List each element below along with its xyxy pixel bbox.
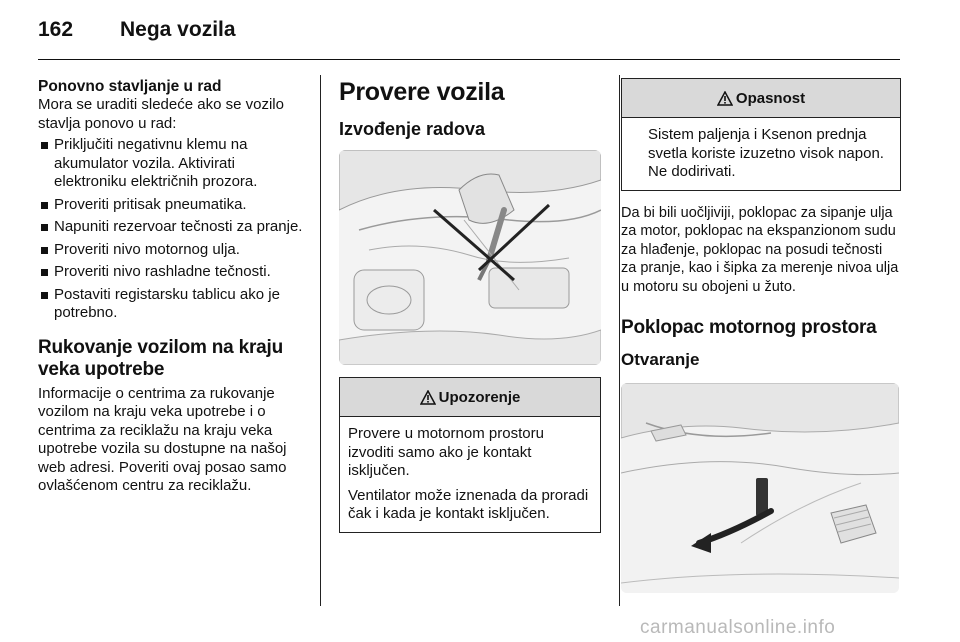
warning-paragraph: Ventilator može iznenada da proradi čak i kada je kontakt isključen. bbox=[348, 486, 589, 522]
right-column bbox=[621, 78, 901, 593]
left-column bbox=[38, 78, 306, 496]
section-title-end-of-life: Rukovanje vozilom na kraju veka upotrebe bbox=[38, 336, 284, 380]
page-header bbox=[38, 18, 236, 48]
column-divider-1 bbox=[320, 75, 321, 606]
danger-box bbox=[621, 78, 901, 191]
list-item: Proveriti pritisak pneumatika. bbox=[38, 196, 306, 215]
bullet-square-icon bbox=[41, 202, 48, 209]
bonnet-release-illustration bbox=[621, 383, 899, 593]
danger-body bbox=[622, 118, 900, 190]
yellow-parts-paragraph: Da bi bili uočljiviji, poklopac za sipanje ulja za motor, poklopac na ekspanzionom sudu za hlađenje, poklopac na posudi tečnosti za pranje, kao i šipka za merenje nivoa ulja u motoru su obojeni u žuto. bbox=[621, 204, 899, 295]
section-title-vehicle-checks: Provere vozila bbox=[339, 78, 505, 106]
header-rule bbox=[38, 59, 900, 60]
warning-label: Upozorenje bbox=[438, 388, 521, 406]
warning-triangle-icon bbox=[420, 390, 436, 405]
page-number: 162 bbox=[38, 18, 74, 41]
bonnet-release-lever-icon bbox=[621, 383, 899, 593]
danger-label: Opasnost bbox=[735, 89, 806, 107]
engine-bay-crossed-icon bbox=[339, 150, 601, 365]
engine-bay-illustration bbox=[339, 150, 601, 365]
subsection-title-work: Izvođenje radova bbox=[339, 119, 486, 139]
list-item: Priključiti negativnu klemu na akumulator vozila. Aktivirati elektroniku električnih prozora. bbox=[38, 136, 306, 192]
subsection-title-opening: Otvaranje bbox=[621, 350, 700, 369]
warning-triangle-icon bbox=[717, 91, 733, 106]
warning-body bbox=[340, 417, 600, 532]
danger-text: Sistem paljenja i Ksenon prednja svetla koriste izuzetno visok napon. Ne dodirivati. bbox=[648, 126, 884, 180]
list-item: Proveriti nivo motornog ulja. bbox=[38, 241, 306, 260]
bullet-square-icon bbox=[41, 224, 48, 231]
list-item: Proveriti nivo rashladne tečnosti. bbox=[38, 263, 306, 282]
warning-paragraph: Provere u motornom prostoru izvoditi samo ako je kontakt isključen. bbox=[348, 425, 544, 479]
restart-checklist bbox=[38, 136, 306, 323]
section-title-bonnet: Poklopac motornog prostora bbox=[621, 317, 877, 338]
end-of-life-text: Informacije o centrima za rukovanje vozilom na kraju veka upotrebe i o centrima za reciklažu na kraju veka upotrebe vozila su dostupne na našoj web adresi. Poveriti ovaj posao samo ovlašćenom centru za reciklažu. bbox=[38, 384, 287, 494]
watermark: carmanualsonline.info bbox=[640, 617, 836, 638]
list-item: Postaviti registarsku tablicu ako je potrebno. bbox=[38, 286, 306, 323]
warning-header bbox=[340, 378, 600, 417]
danger-header bbox=[622, 79, 900, 118]
list-item: Napuniti rezervoar tečnosti za pranje. bbox=[38, 218, 306, 237]
bullet-square-icon bbox=[41, 292, 48, 299]
column-divider-2 bbox=[619, 75, 620, 606]
bullet-square-icon bbox=[41, 142, 48, 149]
page-title: Nega vozila bbox=[120, 18, 236, 41]
bullet-square-icon bbox=[41, 247, 48, 254]
section-title-restart: Ponovno stavljanje u rad bbox=[38, 78, 222, 95]
restart-intro: Mora se uraditi sledeće ako se vozilo stavlja ponovo u rad: bbox=[38, 96, 284, 132]
middle-column bbox=[339, 78, 601, 533]
warning-box bbox=[339, 377, 601, 533]
bullet-square-icon bbox=[41, 269, 48, 276]
